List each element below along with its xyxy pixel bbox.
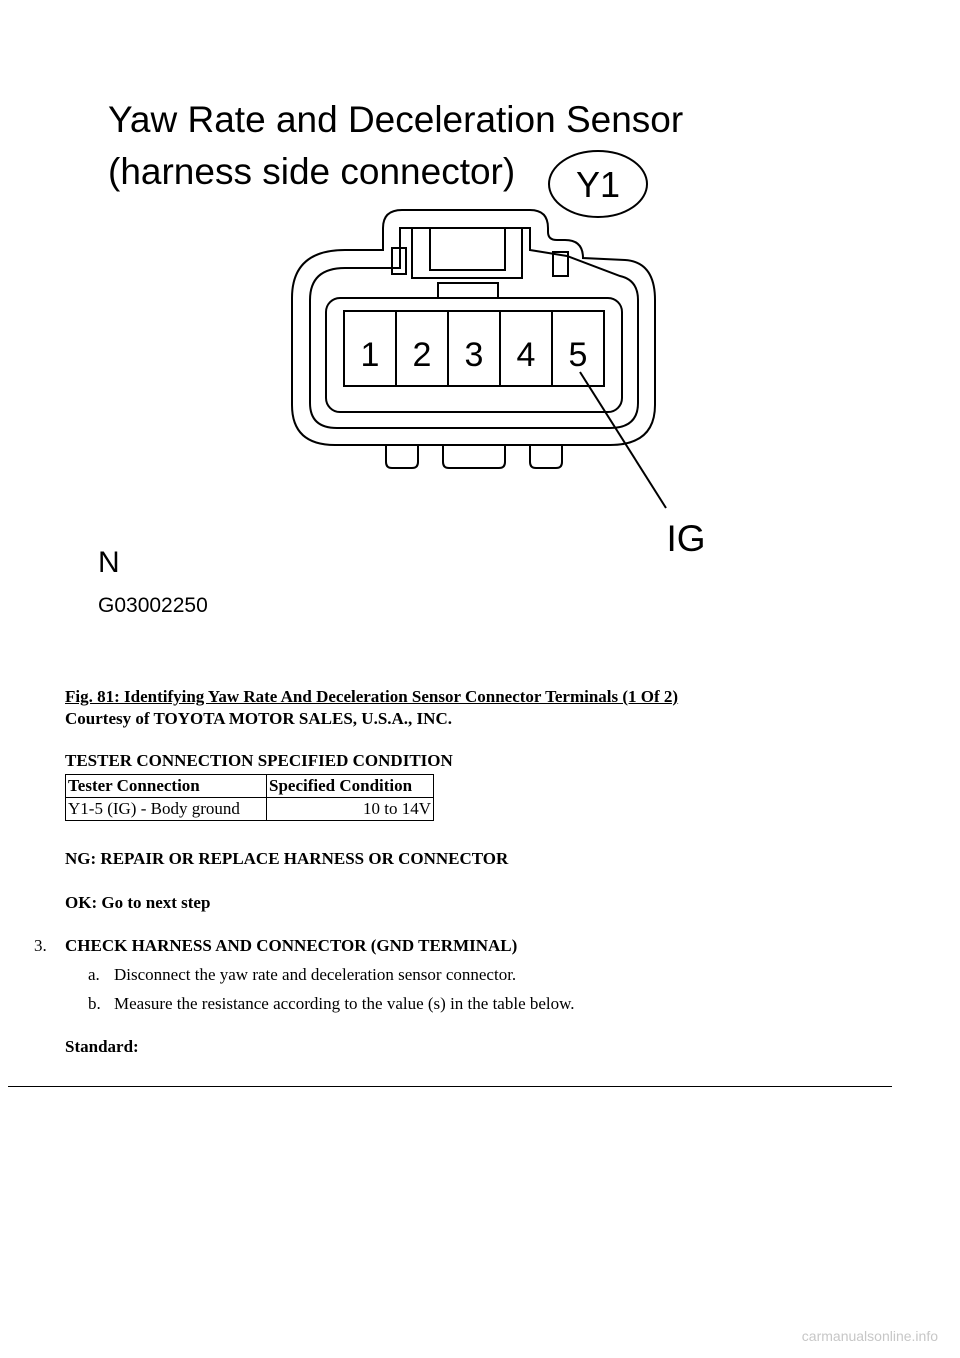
table-header-cell: Tester Connection — [66, 775, 267, 798]
terminal-label: 2 — [412, 336, 432, 374]
ig-label: IG — [666, 518, 706, 559]
substep-text: Measure the resistance according to the value (s) in the table below. — [114, 994, 575, 1013]
figure-code: G03002250 — [98, 594, 208, 617]
table-header-cell: Specified Condition — [267, 775, 434, 798]
terminal-label: 5 — [568, 336, 588, 374]
table-cell: Y1-5 (IG) - Body ground — [66, 798, 267, 821]
step-number: 3. — [34, 936, 47, 955]
substep-label: a. — [88, 965, 100, 984]
figure-courtesy: Courtesy of TOYOTA MOTOR SALES, U.S.A., INC. — [65, 709, 452, 728]
step-title: CHECK HARNESS AND CONNECTOR (GND TERMINAL) — [65, 936, 518, 955]
table-cell: 10 to 14V — [267, 798, 434, 821]
section-title: TESTER CONNECTION SPECIFIED CONDITION — [65, 751, 453, 770]
ng-result: NG: REPAIR OR REPLACE HARNESS OR CONNECTOR — [65, 849, 509, 868]
figure-title: Fig. 81: Identifying Yaw Rate And Deceleration Sensor Connector Terminals (1 Of 2) — [65, 687, 679, 706]
substep-text: Disconnect the yaw rate and deceleration sensor connector. — [114, 965, 517, 984]
table-header-row — [66, 775, 434, 798]
standard-label: Standard: — [65, 1037, 139, 1056]
terminal-label: 4 — [516, 336, 536, 374]
figure-title-line1: Yaw Rate and Deceleration Sensor — [108, 99, 684, 140]
substep-label: b. — [88, 994, 101, 1013]
substep-a — [88, 965, 516, 985]
step-3 — [34, 936, 517, 956]
page-divider — [8, 1086, 892, 1087]
footer-watermark: carmanualsonline.info — [801, 1328, 938, 1344]
n-label: N — [98, 546, 120, 579]
tester-connection-table — [65, 774, 434, 821]
connector-id-label: Y1 — [575, 164, 621, 205]
connector-figure — [60, 60, 780, 660]
terminal-label: 3 — [464, 336, 484, 374]
substep-b — [88, 994, 575, 1014]
terminal-label: 1 — [360, 336, 380, 374]
ok-result: OK: Go to next step — [65, 893, 211, 912]
figure-title-line2: (harness side connector) — [108, 151, 516, 192]
figure-caption — [65, 686, 678, 730]
table-row — [66, 798, 434, 821]
